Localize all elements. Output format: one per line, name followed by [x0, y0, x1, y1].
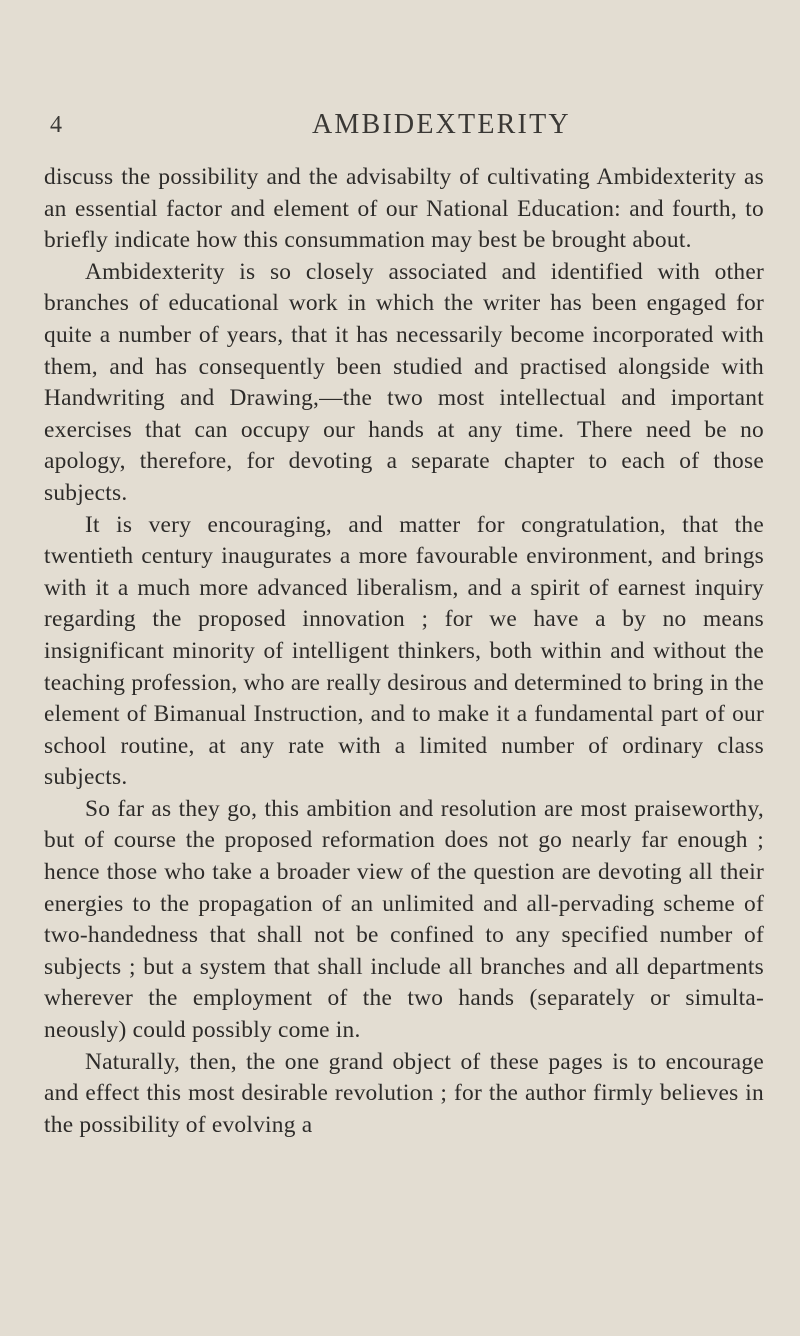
paragraph-ambidexterity-associated: Ambidexterity is so closely associated and identified with other branches of educational work in which the writer has been engaged for quite a number of years, that it has necessarily become incorporated with them, and has consequently been studied and practised alongside with Handwriting and Drawing,—the two most intellectual and important exercises that can occupy our hands at any time. There need be no apology, therefore, for devoting a separate chapter to each of those subjects. — [44, 258, 764, 506]
body-text — [44, 162, 764, 1141]
running-title: AMBIDEXTERITY — [312, 109, 571, 140]
paragraph-naturally: Naturally, then, the one grand object of these pages is to encourage and effect this most desirable revolution ; for the author firmly believes in the possibility of evolving a — [44, 1048, 764, 1138]
running-head — [0, 107, 800, 143]
page-number: 4 — [50, 112, 62, 138]
paragraph-continued: discuss the possibility and the advisabilty of cultivating Ambidexterity as an essential factor and element of our National Education: and fourth, to briefly indicate how this consummation may best be brought about. — [44, 164, 764, 254]
paragraph-so-far-as-they-go: So far as they go, this ambition and resolution are most praiseworthy, but of course the proposed reformation does not go nearly far enough ; hence those who take a broader view of the question are devoting all their energies to the propagation of an unlimited and all-pervading scheme of two-handedness that shall not be confined to any specified number of subjects ; but a system that shall include all branches and all departments wherever the employment of the two hands (separately or simulta-neously) could possibly come in. — [44, 795, 764, 1044]
paragraph-twentieth-century: It is very encouraging, and matter for congratulation, that the twentieth century inaugurates a more favourable environment, and brings with it a much more advanced liberalism, and a spirit of earnest inquiry regarding the proposed innovation ; for we have a by no means insignificant minority of intelligent thinkers, both within and without the teaching profession, who are really desirous and determined to bring in the element of Bimanual Instruction, and to make it a fundamental part of our school routine, at any rate with a limited number of ordinary class subjects. — [44, 511, 764, 791]
